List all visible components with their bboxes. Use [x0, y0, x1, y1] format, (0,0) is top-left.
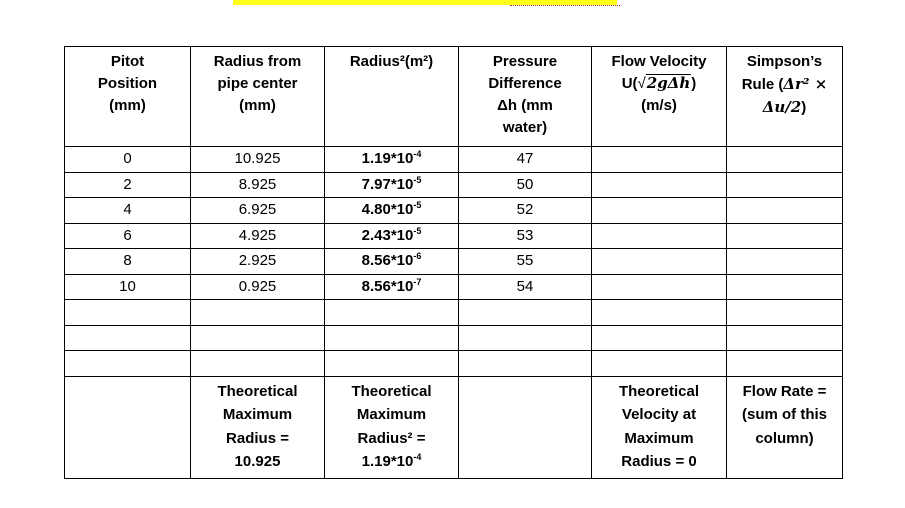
empty-cell: [191, 300, 325, 326]
velocity-suffix: ): [691, 75, 697, 92]
pitot-cell: 2: [65, 172, 191, 198]
table-row: [65, 249, 843, 275]
table-row: [65, 274, 843, 300]
simpson-formula2: Δu/2: [762, 98, 802, 116]
rsq-base: 4.80*10: [361, 201, 414, 219]
summary-row: [65, 376, 843, 478]
theoretical-max-radius: Theoretical Maximum Radius = 10.925: [191, 376, 325, 478]
empty-cell: [191, 325, 325, 351]
simpson-cell: [727, 198, 843, 224]
header-pitot-position: Pitot Position (mm): [65, 47, 191, 147]
empty-cell: [592, 351, 727, 377]
empty-cell: [459, 325, 592, 351]
table-row: [65, 147, 843, 173]
table-row: [65, 172, 843, 198]
table-row: [65, 223, 843, 249]
simpson-formula-line1: [729, 73, 840, 96]
empty-cell: [325, 325, 459, 351]
sqrt-icon: √: [637, 75, 646, 92]
pitot-cell: 10: [65, 274, 191, 300]
radius-cell: 10.925: [191, 147, 325, 173]
simpson-cell: [727, 147, 843, 173]
pressure-cell: 54: [459, 274, 592, 300]
header-radius-squared: Radius²(m²): [325, 47, 459, 147]
pitot-cell: 0: [65, 147, 191, 173]
simpson-rule: Rule (: [741, 76, 784, 93]
table-row: [65, 198, 843, 224]
rsq-base: 1.19*10: [361, 150, 414, 168]
simpson-label: Simpson’s: [746, 53, 823, 70]
radius-squared-cell: [325, 198, 459, 224]
velocity-cell: [592, 147, 727, 173]
header-row: [65, 47, 843, 147]
empty-cell: [191, 351, 325, 377]
simpson-formula: Δr² ×: [783, 75, 828, 93]
simpson-formula-line2: [729, 96, 840, 119]
velocity-prefix: U(: [621, 75, 638, 92]
rsq-base: 7.97*10: [361, 175, 414, 193]
empty-row: [65, 351, 843, 377]
rsq-base: 8.56*10: [361, 277, 414, 295]
pressure-cell: 52: [459, 198, 592, 224]
empty-cell: [65, 300, 191, 326]
theoretical-rsq-exp: -4: [413, 452, 422, 462]
flow-velocity-units: (m/s): [641, 97, 677, 114]
flow-velocity-formula: [594, 73, 724, 95]
radius-squared-cell: [325, 147, 459, 173]
header-radius: Radius from pipe center (mm): [191, 47, 325, 147]
empty-cell: [727, 300, 843, 326]
flow-velocity-label: Flow Velocity: [611, 53, 707, 70]
rsq-exp: -5: [413, 200, 422, 211]
pitot-cell: 8: [65, 249, 191, 275]
empty-cell: [65, 351, 191, 377]
empty-cell: [459, 376, 592, 478]
velocity-cell: [592, 198, 727, 224]
theoretical-velocity: Theoretical Velocity at Maximum Radius = 0: [592, 376, 727, 478]
empty-cell: [65, 325, 191, 351]
simpson-cell: [727, 172, 843, 198]
empty-cell: [727, 351, 843, 377]
theoretical-rsq-text: Theoretical Maximum Radius² =: [351, 382, 432, 447]
theoretical-rsq-base: 1.19*10: [361, 453, 414, 470]
rsq-base: 2.43*10: [361, 226, 414, 244]
empty-row: [65, 300, 843, 326]
rsq-exp: -5: [413, 225, 422, 236]
pressure-cell: 55: [459, 249, 592, 275]
radius-cell: 2.925: [191, 249, 325, 275]
pitot-cell: 6: [65, 223, 191, 249]
empty-cell: [592, 325, 727, 351]
spellcheck-underline: [510, 0, 620, 6]
header-simpsons-rule: [727, 47, 843, 147]
measurement-table: [64, 46, 843, 479]
simpson-cell: [727, 274, 843, 300]
empty-cell: [325, 300, 459, 326]
simpson-cell: [727, 249, 843, 275]
radius-cell: 8.925: [191, 172, 325, 198]
pressure-cell: 47: [459, 147, 592, 173]
empty-cell: [325, 351, 459, 377]
rsq-base: 8.56*10: [361, 252, 414, 270]
theoretical-max-radius-squared: [325, 376, 459, 478]
rsq-exp: -6: [413, 251, 422, 262]
empty-cell: [727, 325, 843, 351]
pressure-cell: 50: [459, 172, 592, 198]
pitot-cell: 4: [65, 198, 191, 224]
empty-cell: [592, 300, 727, 326]
rsq-exp: -4: [413, 149, 422, 160]
radius-squared-cell: [325, 172, 459, 198]
simpson-close: ): [801, 99, 807, 116]
header-flow-velocity: [592, 47, 727, 147]
rsq-exp: -7: [413, 276, 422, 287]
empty-cell: [459, 351, 592, 377]
header-pressure-difference: Pressure Difference Δh (mm water): [459, 47, 592, 147]
velocity-cell: [592, 274, 727, 300]
radius-cell: 6.925: [191, 198, 325, 224]
velocity-cell: [592, 249, 727, 275]
radius-cell: 4.925: [191, 223, 325, 249]
radius-squared-cell: [325, 223, 459, 249]
flow-rate: Flow Rate = (sum of this column): [727, 376, 843, 478]
empty-row: [65, 325, 843, 351]
rsq-exp: -5: [413, 174, 422, 185]
radius-cell: 0.925: [191, 274, 325, 300]
pressure-cell: 53: [459, 223, 592, 249]
radius-squared-cell: [325, 249, 459, 275]
empty-cell: [65, 376, 191, 478]
empty-cell: [459, 300, 592, 326]
velocity-cell: [592, 223, 727, 249]
velocity-formula: 2gΔh: [646, 74, 691, 92]
velocity-cell: [592, 172, 727, 198]
radius-squared-cell: [325, 274, 459, 300]
simpson-cell: [727, 223, 843, 249]
